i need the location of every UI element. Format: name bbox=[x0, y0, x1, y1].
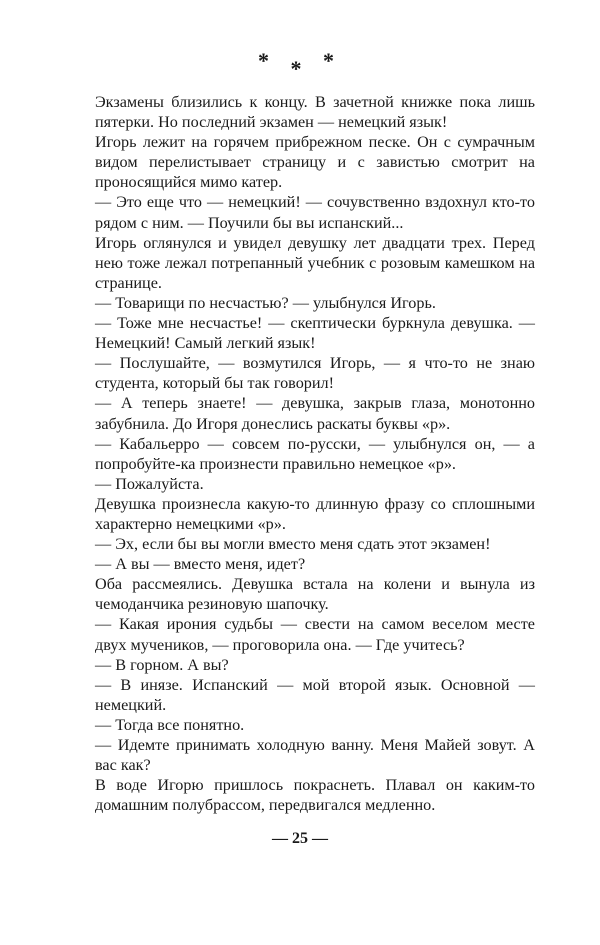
paragraph-17: — В инязе. Испанский — мой второй язык. Основной — немецкий. bbox=[95, 675, 535, 714]
paragraph-19: — Идемте принимать холодную ванну. Меня Майей зовут. А вас как? bbox=[95, 736, 535, 775]
page-number: — 25 — bbox=[272, 830, 328, 847]
section-separator bbox=[0, 48, 600, 81]
paragraph-15: — Какая ирония судьбы — свести на самом веселом месте двух мучеников, — проговорила она. — Где учитесь? bbox=[95, 615, 535, 654]
separator-star-right: * bbox=[323, 48, 342, 73]
separator-star-left: * bbox=[258, 48, 277, 73]
paragraph-7: — Послушайте, — возмутился Игорь, — я что-то не знаю студента, который бы так говорил! bbox=[95, 354, 535, 393]
paragraph-8: — А теперь знаете! — девушка, закрыв глаза, монотонно забубнила. До Игоря донеслись раскаты буквы «р». bbox=[95, 394, 535, 433]
paragraph-14: Оба рассмеялись. Девушка встала на колени и вынула из чемоданчика резиновую шапочку. bbox=[95, 575, 535, 614]
paragraph-6: — Тоже мне несчастье! — скептически буркнула девушка. — Немецкий! Самый легкий язык! bbox=[95, 314, 535, 353]
paragraph-16: — В горном. А вы? bbox=[95, 655, 229, 674]
paragraph-13: — А вы — вместо меня, идет? bbox=[95, 555, 306, 574]
paragraph-5: — Товарищи по несчастью? — улыбнулся Игорь. bbox=[95, 293, 436, 312]
paragraph-3: — Это еще что — немецкий! — сочувственно вздохнул кто-то рядом с ним. — Поучили бы вы испанский... bbox=[95, 193, 535, 232]
body-text bbox=[95, 92, 535, 815]
paragraph-11: Девушка произнесла какую-то длинную фразу со сплошными характерно немецкими «р». bbox=[95, 494, 535, 533]
paragraph-2: Игорь лежит на горячем прибрежном песке. Он с сумрачным видом перелистывает страницу и с завистью смотрит на проносящийся мимо катер. bbox=[95, 133, 535, 192]
paragraph-9: — Кабальерро — совсем по-русски, — улыбнулся он, — а попробуйте-ка произнести правильно немецкое «р». bbox=[95, 434, 535, 473]
paragraph-10: — Пожалуйста. bbox=[95, 474, 204, 493]
paragraph-12: — Эх, если бы вы могли вместо меня сдать этот экзамен! bbox=[95, 535, 491, 554]
paragraph-4: Игорь оглянулся и увидел девушку лет двадцати трех. Перед нею тоже лежал потрепанный учебник с розовым камешком на странице. bbox=[95, 233, 535, 292]
paragraph-1: Экзамены близились к концу. В зачетной книжке пока лишь пятерки. Но последний экзамен — немецкий язык! bbox=[95, 93, 535, 132]
paragraph-20: В воде Игорю пришлось покраснеть. Плавал он каким-то домашним полубрассом, передвигался медленно. bbox=[95, 776, 535, 815]
paragraph-18: — Тогда все понятно. bbox=[95, 715, 245, 734]
separator-star-middle: * bbox=[290, 56, 310, 81]
